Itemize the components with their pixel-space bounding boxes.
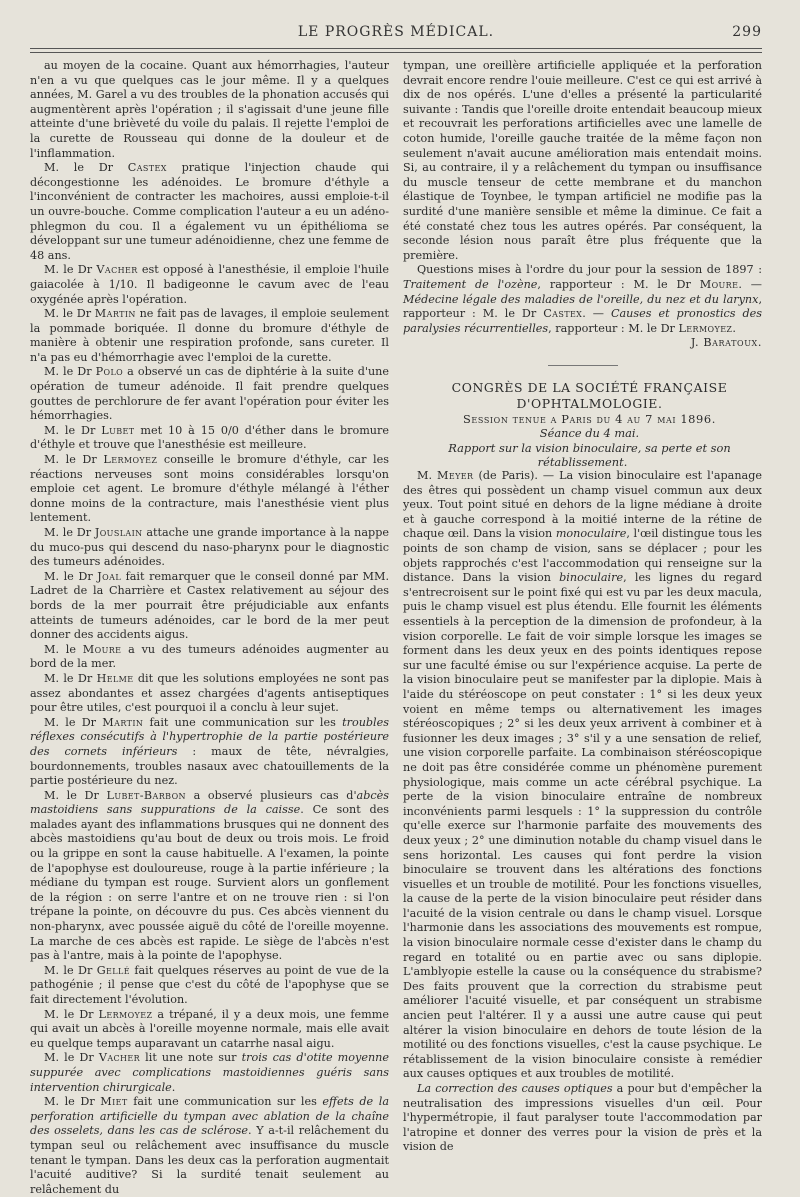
text-run: M. le <box>44 642 83 656</box>
text-run: pratique l'injection chaude qui décongestionne les adénoides. Le bromure d'éthyle a l'inconvénient de contracter les machoires, aussi emploie-t-il un ouvre-bouche. Comme complication l'auteur a eu un adéno-phlegmon du cou. Il a également vu un épithélioma se développant sur une tumeur adénoidienne, chez une femme de 48 ans. <box>30 161 389 262</box>
text-run: a observé un cas de diphtérie à la suite d'une opération de tumeur adénoide. Il fait prendre quelques gouttes de perchlorure de fer avant l'opération pour éviter les hémorrhagies. <box>30 365 389 423</box>
header-rule <box>30 48 762 53</box>
italic-text: monoculaire <box>555 527 627 541</box>
paragraph <box>30 161 389 263</box>
text-run: dit que les solutions employées ne sont pas assez abondantes et assez chargées d'agents antiseptiques pour être utiles, c'est pourquoi il a conclu à leur sujet. <box>30 671 389 715</box>
signature: J. Baratoux. <box>690 336 762 350</box>
text-run: M. le Dr <box>44 1051 99 1065</box>
text-run: M. le Dr <box>44 526 95 539</box>
two-column-body <box>30 59 762 1197</box>
text-run: M. le Dr <box>44 161 128 175</box>
paragraph <box>30 570 389 643</box>
speaker-name: Lermoyez <box>103 453 158 467</box>
right-column-top-text <box>403 59 762 336</box>
text-run: ne fait pas de lavages, il emploie seulement la pommade boriquée. Il donne du bromure d'éthyle de manière à obtenir une respiration profonde, sans cureter. Il n'a pas eu d'hémorrhagie avec l'emploi de la curette. <box>30 307 389 364</box>
speaker-name: Martin <box>102 715 144 729</box>
speaker-name: Joal <box>97 569 122 583</box>
text-run: (de Paris). — La vision binoculaire est l'apanage des êtres qui possèdent un champ visuel commun aux deux yeux. Tout point situé en dehors de la ligne médiane à droite et à gauche correspond à la moitié interne de la rétine de chaque œil. Dans la vision <box>403 469 762 541</box>
speaker-name: Martin <box>94 307 136 321</box>
paragraph <box>30 526 389 570</box>
text-run: fait remarquer que le conseil donné par MM. Ladret de la Charrière et Castex relativement au séjour des bords de la mer pourrait être préjudiciable aux enfants atteints de tumeurs adénoides, car le bord de la mer peut donner des accidents aigus. <box>30 569 390 642</box>
text-run: M. le Dr <box>44 963 97 977</box>
italic-text: Traitement de l'ozène <box>403 277 538 291</box>
text-run: tympan, une oreillère artificielle appliquée et la perforation devrait encore rendre l'ouie meilleure. C'est ce qui est arrivé à dix de nos opérés. L'une d'elles a présenté la particularité suivante : Tandis que l'oreille droite entendait beaucoup mieux et recouvrait les perforations artificielles avec une lamelle de coton humide, l'oreille gauche traitée de la même façon non seulement n'avait aucune amélioration mais entendait moins. Si, au contraire, il y a relâchement du tympan ou insuffisance du muscle tenseur de cette membrane et du manchon élastique de Toynbee, le tympan artificiel ne modifie pas la surdité d'une manière sensible et même la diminue. Ce fait a été constaté chez tous les autres opérés. Par conséquent, la seconde lésion nous paraît être plus fréquente que la première. <box>403 59 762 262</box>
text-run: , les lignes du regard s'entrecroisent sur le point fixé qui est vu par les deux macula, puis le champ visuel est plus étendu. Elle fournit les éléments essentiels à la perception de la dimension de profondeur, à la vision corporelle. Le fait de voir simple lorsque les images se forment dans les deux yeux en des points identiques repose sur une faculté émise ou sur l'expérience acquise. La perte de la vision binoculaire peut se manifester par la diplopie. Mais à l'aide du stéréoscope on peut constater : 1° si les deux yeux voient en même temps ou alternativement les images stéréoscopiques ; 2° si les deux yeux arrivent à combiner et à fusionner les deux images ; 3° s'il y a une sensation de relief, une vision corporelle parfaite. La combinaison stéréoscopique ne doit pas être considérée comme un phénomène purement physiologique, mais comme un acte cérébral psychique. La perte de la vision binoculaire entraîne de nombreux inconvénients parmi lesquels : 1° la suppression du contrôle qu'elle exerce sur l'harmonie parfaite des mouvements des deux yeux ; 2° une diminution notable du champ visuel dans le sens horizontal. Les causes qui font perdre la vision binoculaire se trouvent dans les altérations des fonctions visuelles et un trouble de motilité. Pour les fonctions visuelles, la cause de la perte de la vision binoculaire peut résider dans l'acuité de la vision centrale ou dans le champ visuel. Lorsque l'harmonie dans les associations des mouvements est rompue, la vision binoculaire normale cesse d'exister dans le champ du regard en totalité ou en partie avec ou sans diplopie. L'amblyopie estelle la cause ou la conséquence du strabisme? Des faits prouvent que la correction du strabisme peut améliorer l'acuité visuelle, et par conséquent un strabisme ancien peut l'altérer. Il y a aussi une autre cause qui peut altérer la vision binoculaire en dehors de toute lésion de la motilité ou des fonctions visuelles, c'est la cause psychique. Le rétablissement de la vision binoculaire consiste à remédier aux causes optiques et aux troubles de motilité. <box>403 571 762 1081</box>
seance-line: Séance du 4 mai. <box>539 426 640 441</box>
speaker-name: Castex <box>127 161 167 175</box>
text-run: . Y a-t-il relâchement du tympan seul ou relâchement avec insuffisance du muscle tenant le tympan. Dans les deux cas la perforation augmentait l'acuité auditive? Si la surdité tenait seulement au relâchement du <box>30 1124 389 1196</box>
report-title: Rapport sur la vision binoculaire, sa perte et son rétablissement. <box>448 441 731 470</box>
text-run: fait une communication sur les <box>143 715 343 729</box>
text-run: attache une grande importance à la nappe du muco-pus qui descend du naso-pharynx pour le diagnostic des tumeurs adénoides. <box>30 526 389 569</box>
text-run: a vu des tumeurs adénoides augmenter au bord de la mer. <box>30 642 389 671</box>
speaker-name: Miet <box>100 1095 128 1109</box>
italic-text: binoculaire <box>559 571 624 585</box>
journal-title: LE PROGRÈS MÉDICAL. <box>297 24 495 40</box>
text-run: . Ce sont des malades ayant des inflammations brusques qui ne donnent des abcès mastoidiens qu'au bout de deux ou trois mois. Le froid ou la grippe en sont la cause habituelle. A l'examen, la pointe de l'apophyse est douloureuse, rouge à la partie inférieure ; la médiane du tympan est rouge. Survient alors un gonflement de la région : on serre l'antre et on ne trouve rien : si l'on trépane la pointe, on découvre du pus. Ces abcès viennent du non-pharynx, avec poussée aiguë du côté de l'oreille moyenne. La marche de ces abcès est rapide. Le siège de l'abcès n'est pas à l'antre, mais à la pointe de l'apophyse. <box>30 803 390 963</box>
text-run: : maux de tête, névralgies, bourdonnements, troubles nasaux avec chatouillements de la partie postérieure du nez. <box>30 744 389 788</box>
speaker-name: Moure <box>82 642 122 656</box>
paragraph <box>30 1051 389 1095</box>
running-header <box>30 24 762 44</box>
text-run: M. le Dr <box>44 453 104 467</box>
text-run: . — <box>582 307 611 321</box>
text-run: . <box>171 1080 176 1094</box>
speaker-name: Jouslain <box>94 526 143 539</box>
text-run: M. le Dr <box>44 715 103 729</box>
text-run: . — <box>738 277 762 291</box>
italic-text: La correction des causes optiques <box>417 1082 613 1095</box>
text-run: au moyen de la cocaine. Quant aux hémorrhagies, l'auteur n'en a vu que quelques cas le jour même. Il y a quelques années, M. Garel a vu des troubles de la phonation accusés qui augmentèrent après l'opération ; il s'agissait d'une jeune fille atteinte d'une brièveté du voile du palais. Il rejette l'emploi de la curette de Rousseau qui donne de la douleur et de l'inflammation. <box>30 59 389 160</box>
text-run: conseille le bromure d'éthyle, car les réactions nerveuses sont moins considérables lorsqu'on emploie cet agent. Le bromure d'éthyle mélangé à l'éther donne moins de la contracture, mais l'anesthésie vient plus lentement. <box>30 453 389 525</box>
text-run: , rapporteur : M. le Dr <box>403 292 762 321</box>
speaker-name: Moure <box>699 277 739 291</box>
italic-text: trois cas d'otite moyenne suppurée avec complications mastoidiennes guéris sans intervention chirurgicale <box>30 1051 389 1094</box>
paragraph <box>30 643 389 672</box>
text-run: a pour but d'empêcher la neutralisation des impressions visuelles d'un œil. Pour l'hypermétropie, il faut paralyser toute l'accommodation par l'atropine et donner des verres pour la vision de près et la vision de <box>403 1082 763 1154</box>
speaker-name: Castex <box>543 307 583 321</box>
speaker-name: Meyer <box>437 469 474 483</box>
speaker-name: Lermoyez <box>678 321 733 335</box>
speaker-name: Helme <box>96 671 134 685</box>
italic-text: troubles réflexes consécutifs à l'hypertrophie de la partie postérieure des cornets inférieurs <box>30 715 389 758</box>
text-run: a trépané, il y a deux mois, une femme qui avait un abcès à l'oreille moyenne normale, mais elle avait eu quelque temps auparavant un catarrhe nasal aigu. <box>30 1007 389 1050</box>
text-run: M. le Dr <box>44 788 107 802</box>
section-separator <box>548 365 618 366</box>
paragraph <box>30 365 389 423</box>
paragraph <box>403 1082 762 1155</box>
section-title-line1: CONGRÈS DE LA SOCIÉTÉ FRANÇAISE <box>451 379 728 395</box>
text-run: lit une note sur <box>140 1051 242 1065</box>
paragraph <box>30 1008 389 1052</box>
italic-text: Causes et pronostics des paralysies récurrentielles <box>403 307 763 335</box>
text-run: , l'œil distingue tous les points de son champ de vision, sans se déplacer ; pour les objets rapprochés c'est l'accommodation qui renseigne sur la distance. Dans la vision <box>403 527 762 585</box>
speaker-name: Lubet-Barbon <box>106 788 186 802</box>
speaker-name: Lubet <box>101 423 135 437</box>
speaker-name: Vacher <box>96 263 138 277</box>
paragraph <box>30 307 389 365</box>
paragraph <box>30 716 389 789</box>
text-run: M. le Dr <box>44 671 97 685</box>
text-run: M. le Dr <box>44 1007 99 1021</box>
speaker-name: Polo <box>95 365 124 379</box>
paragraph <box>30 789 389 964</box>
text-run: fait quelques réserves au point de vue de la pathogénie ; il pense que c'est du côté de l'apophyse que se fait directement l'évolution. <box>30 963 389 1006</box>
text-run: met 10 à 15 0/0 d'éther dans le bromure d'éthyle et trouve que l'anesthésie est meilleure. <box>30 423 389 452</box>
paragraph <box>403 59 762 263</box>
paragraph <box>30 453 389 526</box>
text-run: a observé plusieurs cas d' <box>185 788 357 802</box>
text-run: M. <box>417 469 438 483</box>
text-run: Questions mises à l'ordre du jour pour la session de 1897 : <box>417 263 762 277</box>
text-run: , rapporteur : M. le Dr <box>537 277 700 291</box>
left-column <box>30 59 389 1197</box>
paragraph <box>30 59 389 161</box>
text-run: M. le Dr <box>44 307 95 321</box>
text-run: M. le Dr <box>44 1095 101 1109</box>
text-run: est opposé à l'anesthésie, il emploie l'huile gaiacolée à 1/10. Il badigeonne le cavum avec de l'eau oxygénée après l'opération. <box>30 263 389 306</box>
text-run: fait une communication sur les <box>127 1095 323 1109</box>
text-run: , rapporteur : M. le Dr <box>548 321 679 335</box>
italic-text: abcès mastoidiens sans suppurations de la caisse <box>30 788 390 817</box>
italic-text: Médecine légale des maladies de l'oreille, du nez et du larynx <box>403 292 759 306</box>
paragraph <box>30 424 389 453</box>
session-line: Session tenue a Paris du 4 au 7 mai 1896. <box>463 411 716 426</box>
page-number: 299 <box>732 24 762 40</box>
paragraph <box>30 964 389 1008</box>
right-column-bottom-text <box>403 469 762 1155</box>
paragraph <box>30 672 389 716</box>
italic-text: effets de la perforation artificielle du tympan avec ablation de la chaîne des osselets, dans les cas de sclérose <box>30 1095 389 1138</box>
paragraph <box>30 263 389 307</box>
paragraph <box>30 1095 389 1197</box>
text-run: M. le Dr <box>44 365 96 379</box>
text-run: M. le Dr <box>44 423 102 437</box>
speaker-name: Gellé <box>96 963 130 977</box>
paragraph <box>403 263 762 336</box>
right-column <box>403 59 762 1197</box>
text-run: M. le Dr <box>44 263 97 277</box>
text-run: M. le Dr <box>44 569 98 583</box>
paragraph <box>403 469 762 1082</box>
speaker-name: Vacher <box>98 1051 141 1065</box>
speaker-name: Lermoyez <box>98 1007 153 1021</box>
text-run: . <box>732 321 736 335</box>
section-title-line2: D'OPHTALMOLOGIE. <box>516 395 663 411</box>
